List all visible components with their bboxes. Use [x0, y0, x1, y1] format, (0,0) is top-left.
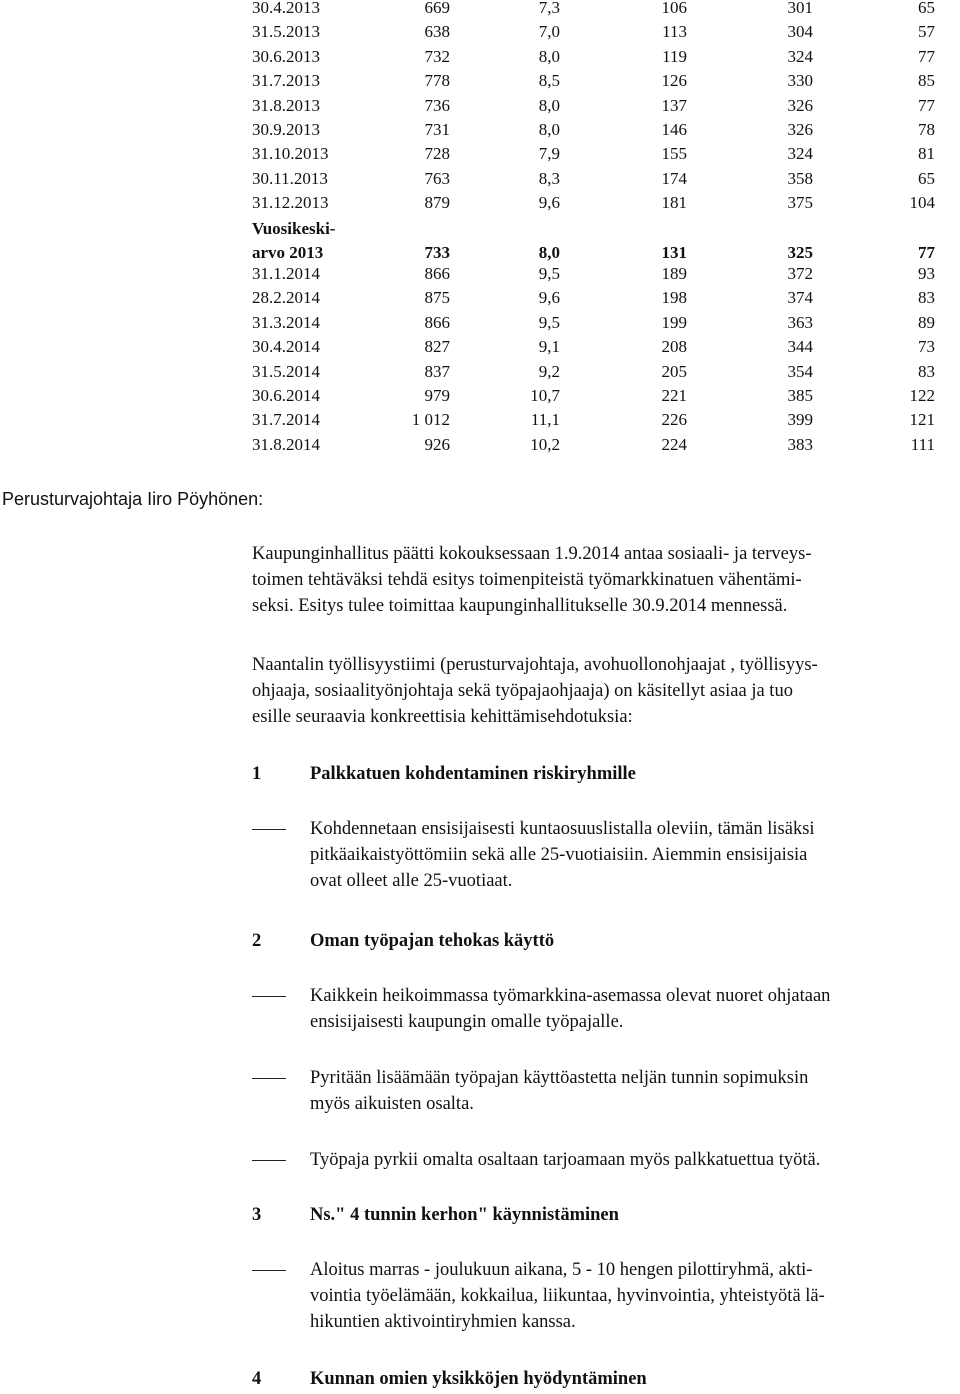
- table-row: [0, 335, 960, 359]
- summary-row: [0, 217, 960, 265]
- value-cell: 119: [662, 46, 687, 66]
- dash-icon: [252, 996, 286, 997]
- summary-label: [252, 217, 335, 265]
- value-cell: 155: [661, 144, 687, 164]
- value-cell: 8,0: [538, 46, 560, 66]
- value-cell: 226: [661, 410, 687, 430]
- value-cell: 11,1: [530, 410, 560, 430]
- table-row: [0, 69, 960, 93]
- summary-b: 8,0: [538, 243, 560, 262]
- date-cell: 30.9.2013: [252, 120, 320, 139]
- section-title: Palkkatuen kohdentaminen riskiryhmille: [310, 764, 636, 784]
- text-line: ensisijaisesti kaupungin omalle työpajalle.: [310, 1012, 624, 1032]
- value-cell: 181: [661, 193, 687, 213]
- date-cell: 31.8.2014: [252, 434, 320, 454]
- value-cell: 763: [424, 168, 450, 188]
- value-cell: 57: [918, 22, 935, 42]
- section-number: 4: [252, 1369, 262, 1389]
- date-cell: 31.5.2014: [252, 361, 320, 381]
- table-row: [0, 20, 960, 44]
- value-cell: 111: [910, 434, 935, 454]
- table-row: [0, 191, 960, 215]
- value-cell: 205: [661, 361, 687, 381]
- value-cell: 65: [918, 0, 935, 17]
- text-line: esille seuraavia konkreettisia kehittämisehdotuksia:: [252, 707, 633, 727]
- value-cell: 979: [424, 386, 450, 405]
- table-row: [0, 360, 960, 384]
- value-cell: 89: [918, 312, 935, 332]
- value-cell: 324: [787, 46, 813, 66]
- paragraph-team: [252, 652, 958, 730]
- value-cell: 77: [918, 46, 935, 66]
- value-cell: 827: [424, 337, 450, 357]
- value-cell: 324: [787, 144, 813, 164]
- date-cell: 31.3.2014: [252, 312, 320, 332]
- dash-icon: [252, 1270, 286, 1271]
- summary-label-line1: Vuosikeski-: [252, 219, 336, 238]
- date-cell: 31.12.2013: [252, 193, 329, 213]
- value-cell: 106: [661, 0, 687, 17]
- value-cell: 137: [661, 95, 687, 115]
- value-cell: 224: [661, 434, 687, 454]
- date-cell: 31.7.2014: [252, 410, 320, 430]
- value-cell: 866: [424, 312, 450, 332]
- date-cell: 30.11.2013: [252, 168, 328, 188]
- value-cell: 9,5: [538, 264, 560, 283]
- text-line: ovat olleet alle 25-vuotiaat.: [310, 871, 513, 891]
- value-cell: 301: [787, 0, 813, 17]
- date-cell: 30.6.2013: [252, 46, 320, 66]
- value-cell: 383: [787, 434, 813, 454]
- value-cell: 363: [787, 312, 813, 332]
- value-cell: 8,0: [538, 95, 560, 115]
- date-cell: 31.1.2014: [252, 264, 320, 283]
- value-cell: 77: [918, 95, 935, 115]
- table-row: [0, 142, 960, 166]
- value-cell: 8,3: [538, 168, 560, 188]
- table-row: [0, 433, 960, 457]
- text-line: Pyritään lisäämään työpajan käyttöastetta neljän tunnin sopimuksin: [310, 1068, 809, 1088]
- value-cell: 837: [424, 361, 450, 381]
- value-cell: 372: [787, 264, 813, 283]
- value-cell: 83: [918, 288, 935, 308]
- text-line: Kaikkein heikoimmassa työmarkkina-asemassa olevat nuoret ohjataan: [310, 986, 831, 1006]
- text-line: toimen tehtäväksi tehdä esitys toimenpiteistä työmarkkinatuen vähentämi-: [252, 570, 802, 590]
- date-cell: 30.6.2014: [252, 386, 320, 405]
- value-cell: 731: [424, 120, 450, 139]
- value-cell: 10,2: [530, 434, 560, 454]
- value-cell: 113: [662, 22, 687, 42]
- value-cell: 85: [918, 71, 935, 91]
- text-line: vointia työelämään, kokkailua, liikuntaa, hyvinvointia, yhteistyötä lä-: [310, 1286, 825, 1306]
- summary-a: 733: [424, 243, 450, 262]
- table-row: [0, 408, 960, 432]
- value-cell: 93: [918, 264, 935, 283]
- date-cell: 31.7.2013: [252, 71, 320, 91]
- value-cell: 326: [787, 120, 813, 139]
- value-cell: 875: [424, 288, 450, 308]
- table-row: [0, 262, 960, 286]
- value-cell: 330: [787, 71, 813, 91]
- table-row: [0, 286, 960, 310]
- summary-c: 131: [661, 243, 687, 262]
- value-cell: 344: [787, 337, 813, 357]
- value-cell: 669: [424, 0, 450, 17]
- text-line: Naantalin työllisyystiimi (perusturvajohtaja, avohuollonohjaajat , työllisyys-: [252, 655, 818, 675]
- value-cell: 358: [787, 168, 813, 188]
- value-cell: 7,9: [538, 144, 560, 164]
- value-cell: 9,6: [538, 288, 560, 308]
- value-cell: 78: [918, 120, 935, 139]
- value-cell: 399: [787, 410, 813, 430]
- value-cell: 10,7: [530, 386, 560, 405]
- value-cell: 374: [787, 288, 813, 308]
- table-row: [0, 311, 960, 335]
- value-cell: 732: [424, 46, 450, 66]
- text-line: pitkäaikaistyöttömiin sekä alle 25-vuotiaisiin. Aiemmin ensisijaisia: [310, 845, 808, 865]
- value-cell: 122: [909, 386, 935, 405]
- value-cell: 9,1: [538, 337, 560, 357]
- side-label: Perusturvajohtaja Iiro Pöyhönen:: [2, 489, 264, 509]
- value-cell: 9,2: [538, 361, 560, 381]
- value-cell: 83: [918, 361, 935, 381]
- text-line: ohjaaja, sosiaalityönjohtaja sekä työpajaohjaaja) on käsitellyt asiaa ja tuo: [252, 681, 793, 701]
- date-cell: 30.4.2013: [252, 0, 320, 17]
- table-row: [0, 167, 960, 191]
- value-cell: 73: [918, 337, 935, 357]
- text-line: hikuntien aktivointiryhmien kanssa.: [310, 1312, 576, 1332]
- value-cell: 326: [787, 95, 813, 115]
- value-cell: 736: [424, 95, 450, 115]
- date-cell: 30.4.2014: [252, 337, 320, 357]
- summary-e: 77: [918, 243, 935, 262]
- dash-icon: [252, 1160, 286, 1161]
- table-row: [0, 0, 960, 20]
- value-cell: 221: [661, 386, 687, 405]
- value-cell: 375: [787, 193, 813, 213]
- value-cell: 8,0: [538, 120, 560, 139]
- dash-icon: [252, 829, 286, 830]
- date-cell: 28.2.2014: [252, 288, 320, 308]
- value-cell: 126: [661, 71, 687, 91]
- text-line: seksi. Esitys tulee toimittaa kaupunginhallitukselle 30.9.2014 mennessä.: [252, 596, 788, 616]
- value-cell: 208: [661, 337, 687, 357]
- value-cell: 1 012: [411, 410, 450, 430]
- date-cell: 31.8.2013: [252, 95, 320, 115]
- value-cell: 9,6: [538, 193, 560, 213]
- value-cell: 304: [787, 22, 813, 42]
- value-cell: 728: [424, 144, 450, 164]
- value-cell: 198: [661, 288, 687, 308]
- value-cell: 638: [424, 22, 450, 42]
- value-cell: 7,0: [538, 22, 560, 42]
- value-cell: 189: [661, 264, 687, 283]
- text-line: Aloitus marras - joulukuun aikana, 5 - 10 hengen pilottiryhmä, akti-: [310, 1260, 813, 1280]
- value-cell: 104: [909, 193, 935, 213]
- value-cell: 385: [787, 386, 813, 405]
- date-cell: 31.5.2013: [252, 22, 320, 42]
- table-row: [0, 384, 960, 408]
- value-cell: 926: [424, 434, 450, 454]
- value-cell: 8,5: [538, 71, 560, 91]
- section-title: Oman työpajan tehokas käyttö: [310, 931, 555, 951]
- value-cell: 879: [424, 193, 450, 213]
- text-line: Kohdennetaan ensisijaisesti kuntaosuuslistalla oleviin, tämän lisäksi: [310, 819, 815, 839]
- summary-d: 325: [787, 243, 813, 262]
- section-number: 1: [252, 764, 262, 784]
- paragraph-decision: [252, 541, 958, 619]
- value-cell: 146: [661, 120, 687, 139]
- value-cell: 354: [787, 361, 813, 381]
- value-cell: 7,3: [538, 0, 560, 17]
- section-number: 3: [252, 1205, 262, 1225]
- table-row: [0, 118, 960, 142]
- value-cell: 199: [661, 312, 687, 332]
- value-cell: 65: [918, 168, 935, 188]
- text-line: myös aikuisten osalta.: [310, 1094, 474, 1114]
- value-cell: 9,5: [538, 312, 560, 332]
- value-cell: 121: [909, 410, 935, 430]
- text-line: Työpaja pyrkii omalta osaltaan tarjoamaan myös palkkatuettua työtä.: [310, 1150, 821, 1170]
- section-title: Kunnan omien yksikköjen hyödyntäminen: [310, 1369, 647, 1389]
- section-title: Ns." 4 tunnin kerhon" käynnistäminen: [310, 1205, 619, 1225]
- value-cell: 866: [424, 264, 450, 283]
- value-cell: 778: [424, 71, 450, 91]
- value-cell: 81: [918, 144, 935, 164]
- section-number: 2: [252, 931, 262, 951]
- table-row: [0, 45, 960, 69]
- date-cell: 31.10.2013: [252, 144, 329, 164]
- table-row: [0, 94, 960, 118]
- value-cell: 174: [661, 168, 687, 188]
- text-line: Kaupunginhallitus päätti kokouksessaan 1.9.2014 antaa sosiaali- ja terveys-: [252, 544, 812, 564]
- summary-label-line2: arvo 2013: [252, 243, 324, 262]
- dash-icon: [252, 1078, 286, 1079]
